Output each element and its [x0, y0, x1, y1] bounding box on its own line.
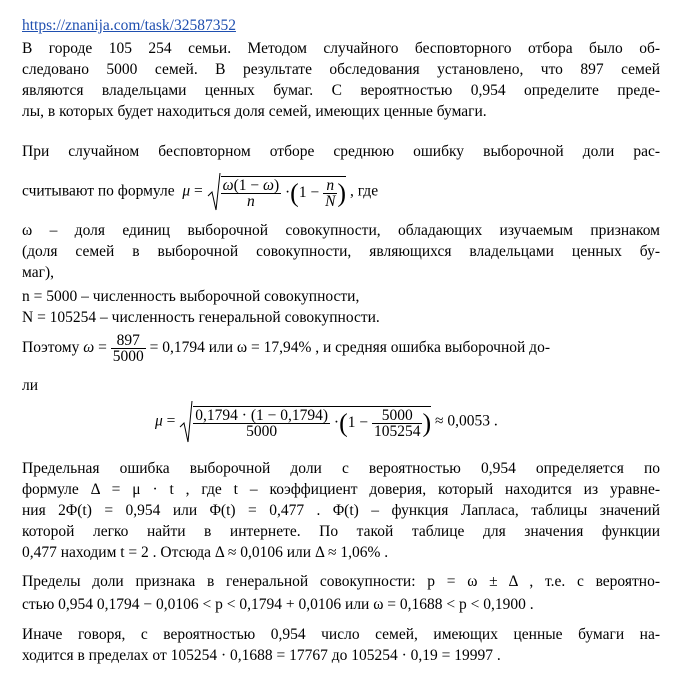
sqrt-sign-icon [179, 400, 193, 444]
omega-calc-line: Поэтому ω = $\frac{897}{5000}$ = 0,1794 или ω = 17,94% , и средняя ошибка выборочной до- [22, 332, 550, 365]
solution-line: Пределы доли признака в генеральной совокупности: p = ω ± Δ , т.е. с вероятно- [22, 573, 660, 590]
fraction-numerator: 897 [111, 333, 146, 349]
definition-line: ω – доля единиц выборочной совокупности, обладающих изучаемым признаком [22, 222, 660, 239]
solution-line: ходится в пределах от 105254 · 0,1688 = 17767 до 105254 · 0,19 = 19997 . [22, 647, 501, 664]
solution-line: формуле Δ = μ · t , где t – коэффициент доверия, который находится из уравне- [22, 481, 660, 498]
problem-line: В городе 105 254 семьи. Методом случайного бесповторного отбора было об- [22, 40, 660, 57]
definition-line: (доля семей в выборочной совокупности, являющихся владельцами ценных бу- [22, 243, 660, 260]
solution-text: считывают по формуле [22, 182, 175, 200]
solution-line: При случайном бесповторном отборе среднюю ошибку выборочной доли рас- [22, 143, 660, 160]
definition-line: N = 105254 – численность генеральной совокупности. [22, 309, 380, 326]
fraction-numerator: 5000 [372, 408, 423, 424]
solution-line: ния 2Φ(t) = 0,954 или Φ(t) = 0,477 . Φ(t) – функция Лапласа, таблицы значений [22, 502, 660, 519]
mu-numeric-formula: μ = $\frac{0,1794 \cdot (1 - 0,1794)}{5000}$ ·(1 − $\frac{5000}{105254}$ ) ≈ 0,0053 . [155, 400, 498, 444]
solution-line: Иначе говоря, с вероятностью 0,954 число семей, имеющих ценные бумаги на- [22, 626, 660, 643]
sqrt-sign-icon [207, 172, 221, 212]
mu-formula-line: считывают по формуле μ = $\frac{\omega(1 - \omega)}{n}$ ·(1 − $\frac{n}{N}$ ) , где [22, 172, 378, 212]
problem-line: следовано 5000 семей. В результате обследования установлено, что 897 семей [22, 61, 660, 78]
solution-line: Предельная ошибка выборочной доли с вероятностью 0,954 определяется по [22, 460, 660, 477]
definition-line: маг), [22, 264, 54, 281]
source-link[interactable]: https://znanija.com/task/32587352 [22, 17, 236, 34]
problem-line: лы, в которых будет находиться доля семей, имеющих ценные бумаги. [22, 103, 487, 120]
solution-text: Поэтому [22, 339, 80, 357]
fraction-denominator: 5000 [246, 422, 278, 440]
formula-result: ≈ 0,0053 . [435, 412, 498, 430]
solution-line: которой легко найти в интернете. По такой таблице для значения функции [22, 523, 660, 540]
fraction-denominator: 5000 [112, 348, 144, 365]
solution-text: , где [349, 182, 379, 200]
fraction-denominator: 105254 [373, 422, 421, 440]
definition-line: n = 5000 – численность выборочной совокупности, [22, 288, 360, 305]
solution-line: 0,477 находим t = 2 . Отсюда Δ ≈ 0,0106 или Δ ≈ 1,06% . [22, 544, 389, 561]
problem-line: являются владельцами ценных бумаг. С вероятностью 0,954 определите преде- [22, 82, 660, 99]
solution-text: = 0,1794 или ω = 17,94% , и средняя ошибка выборочной до- [149, 339, 550, 357]
solution-line: ли [22, 377, 39, 394]
fraction-numerator: 0,1794 · (1 − 0,1794) [195, 406, 329, 424]
solution-line: стью 0,954 0,1794 − 0,0106 < p < 0,1794 + 0,0106 или ω = 0,1688 < p < 0,1900 . [22, 596, 534, 613]
